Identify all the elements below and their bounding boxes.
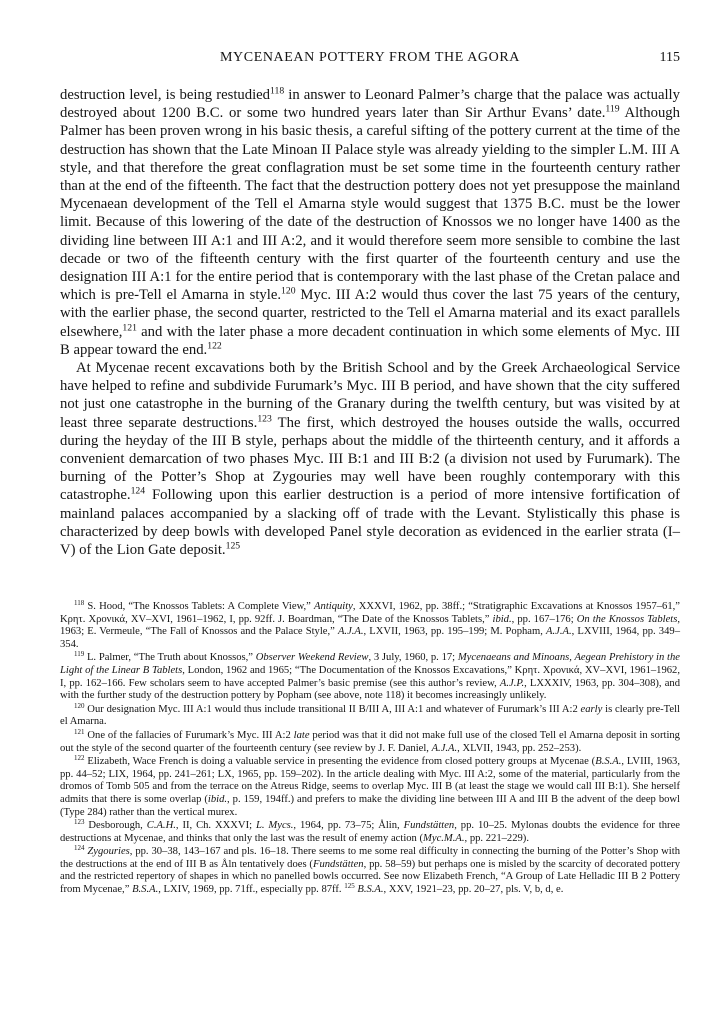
italic-text: B.S.A. — [132, 884, 159, 896]
text-run: , LXVII, 1963, pp. 195–199; M. Popham, — [363, 626, 547, 638]
text-run: Our designation Myc. III A:1 would thus include transitional II B/III A, III A:1 and whatever of Furumark’s III A:2 — [84, 703, 581, 715]
text-run: The first, which destroyed the houses outside the walls, occurred during the heyday of the III B style, perhaps about the middle of the thirteenth century, and it affords a convenient demarcation of two phases Myc. III B:1 and III B:2 (a division not used by Furumark). The burning of the Potter’s Shop at Zygouries may well have been roughly contemporary with this catastrophe. — [60, 414, 680, 504]
text-run: , 3 July, 1960, p. 17; — [368, 652, 458, 664]
text-run: and with the later phase a more decadent continuation in which some elements of Myc. III B appear toward the end. — [60, 323, 680, 358]
body-text — [60, 86, 680, 559]
italic-text: ibid. — [207, 793, 228, 805]
footnote — [60, 730, 680, 755]
note-reference: 118 — [270, 85, 285, 97]
italic-text: late — [293, 729, 310, 741]
text-run: destruction level, is being restudied — [60, 87, 271, 103]
footnote — [60, 601, 680, 651]
footnotes — [60, 601, 680, 898]
note-reference: 123 — [257, 413, 272, 425]
italic-text: A.J.A. — [431, 742, 458, 754]
text-run: , pp. 30–38, 143–167 and pls. 16–18. There seems to me some real difficulty in connecting the burning of the Potter’s Shop with the destructions at the end of III B as Åln tentatively does ( — [60, 846, 680, 870]
note-reference: 120 — [281, 285, 296, 297]
running-title: MYCENAEAN POTTERY FROM THE AGORA — [220, 50, 520, 65]
note-reference: 124 — [74, 844, 85, 853]
note-reference: 122 — [74, 754, 85, 763]
italic-text: A.J.A. — [337, 626, 364, 638]
italic-text: A.J.A. — [546, 626, 572, 638]
text-run: Myc. III A:2 would thus cover the last 75 years of the century, with the earlier phase, the second quarter, restricted to the Tell el Amarna material and its exact parallels elsewhere, — [60, 287, 680, 340]
text-run: One of the fallacies of Furumark’s Myc. III A:2 — [84, 729, 294, 741]
italic-text: Antiquity — [314, 601, 353, 612]
text-run: , LVIII, 1963, pp. 44–52; LIX, 1964, pp. 241–261; LX, 1965, pp. 159–202). In the article dealing with Myc. III A:2, some of the material, particularly from the dromos of Tomb 505 and from the terrace on the Atreus Ridge, seems to overlap Myc. III B (at least the stage we would call III B:1). She herself admits that there is some overlap ( — [60, 756, 680, 805]
text-run: , pp. 167–176; — [511, 613, 577, 625]
text-run: , London, 1962 and 1965; “The Documentation of the Knossos Excavations,” Κρητ. Χρονικά, XV–XVI, 1961–1962, I, pp. 162–166. Few scholars seem to have accepted Palmer’s basic premise (see this author’s review, — [60, 664, 681, 689]
text-run: , pp. 221–229). — [464, 832, 529, 844]
text-run: , LXVIII, 1964, pp. 349–354. — [60, 626, 680, 650]
text-run: Desborough, — [84, 820, 147, 832]
note-reference: 125 — [344, 882, 355, 891]
footnote — [60, 820, 680, 845]
text-run: , LXXXIV, 1963, pp. 304–308), and with the further study of the destruction pottery by Popham (see above, note 118) it becomes increasingly unlikely. — [60, 677, 681, 702]
italic-text: Myc.M.A. — [423, 832, 465, 844]
text-run: is clearly pre-Tell el Amarna. — [60, 703, 680, 728]
body-paragraph — [60, 86, 680, 359]
footnote — [60, 652, 680, 702]
running-header — [60, 50, 680, 72]
text-run: , II, Ch. XXXVI; — [175, 820, 256, 832]
italic-text: On the Knossos Tablets — [576, 613, 678, 625]
text-run: , XXXVI, 1962, pp. 38ff.; “Stratigraphic Excavations at Knossos 1957–61,” Κρητ. Χρονικά, XV–XVI, 1961–1962, I, pp. 92ff. J. Boardman, “The Date of the Knossos Tablets,” — [60, 601, 680, 625]
body-paragraph — [60, 359, 680, 559]
italic-text: Mycenaeans and Minoans, Aegean Prehistory in the Light of the Linear B Tablets — [60, 652, 680, 676]
italic-text: Zygouries — [87, 846, 130, 858]
italic-text: C.A.H. — [146, 820, 176, 832]
note-reference: 118 — [74, 599, 85, 608]
italic-text: Observer Weekend Review — [255, 652, 369, 664]
footnote — [60, 756, 680, 819]
footnote — [60, 701, 680, 729]
italic-text: L. Mycs. — [255, 820, 294, 832]
text-run: Elizabeth, Wace French is doing a valuable service in presenting the evidence from closed pottery groups at Mycenae ( — [84, 756, 596, 768]
note-reference: 121 — [122, 322, 137, 334]
text-run: Although Palmer has been proven wrong in his basic thesis, a careful sifting of the pottery current at the time of the destruction has shown that the Late Minoan II Palace style was already yielding to the simpler L.M. III A style, and that therefore the great conflagration must be set some time in the fourteenth century rather than at the end of the fifteenth. The fact that the destruction pottery does not yet presuppose the mainland Mycenaean development of the Tell el Amarna style would suggest that 1375 B.C. must be the lower limit. Because of this lowering of the date of the destruction of Knossos we no longer have 1400 as the dividing line between III A:1 and III A:2, and it would therefore seem more sensible to combine the last decade or two of the fifteenth century with the first quarter of the fourteenth century and use the designation III A:1 for the entire period that is contemporary with the last phase of the Cretan palace and which is pre-Tell el Amarna in style. — [60, 105, 680, 304]
italic-text: B.S.A. — [595, 756, 622, 768]
footnote — [60, 846, 680, 896]
text-run: , LXIV, 1969, pp. 71ff., especially pp. 87ff. — [158, 884, 345, 896]
italic-text: Fundstätten — [403, 820, 455, 832]
text-run: , pp. 58–59) but perhaps one is misled by the scarcity of decorated pottery and the restricted repertory of shapes in which no panelled bowls occurred. See now Elizabeth French, “A Group of Late Helladic III B 2 Pottery from Mycenae,” — [60, 858, 680, 896]
text-run: , XXV, 1921–23, pp. 20–27, pls. V, b, d, e. — [383, 884, 564, 896]
note-reference: 119 — [605, 103, 620, 115]
note-reference: 120 — [74, 701, 85, 710]
note-reference: 124 — [130, 486, 146, 498]
text-run: S. Hood, “The Knossos Tablets: A Complete View,” — [84, 601, 315, 612]
text-run: period was that it did not make full use of the closed Tell el Amarna deposit in sorting out the style of the second quarter of the fourteenth century (see review by J. F. Daniel, — [60, 729, 680, 754]
text-run: At Mycenae recent excavations both by the British School and by the Greek Archaeological Service have helped to refine and subdivide Furumark’s Myc. III B period, and have shown that the city suffered not just one catastrophe in the burning of the Granary during the twelfth century, but was visited by at least three separate destructions. — [60, 360, 680, 431]
text-run: Following upon this earlier destruction is a period of more intensive fortification of mainland palaces accompanied by a slacking off of trade with the Levant. Stylistically this phase is characterized by deep bowls with developed Panel style decoration as evidenced in the earlier strata (I–V) of the Lion Gate deposit. — [60, 487, 680, 559]
text-run: , p. 159, 194ff.) and prefers to make the dividing line between III A and III B the advent of the deep bowl (Type 284) rather than the vertical murex. — [60, 793, 681, 818]
italic-text: B.S.A. — [357, 884, 384, 896]
italic-text: early — [580, 703, 603, 715]
note-reference: 123 — [74, 818, 85, 827]
note-reference: 125 — [225, 540, 241, 552]
note-reference: 119 — [74, 650, 85, 659]
page-number: 115 — [659, 50, 680, 65]
text-run: , 1963; E. Vermeule, “The Fall of Knossos and the Palace Style,” — [60, 613, 681, 638]
text-run: L. Palmer, “The Truth about Knossos,” — [84, 652, 256, 664]
text-run: in answer to Leonard Palmer’s charge that the palace was actually destroyed about 1200 B.C. or some two hundred years later than Sir Arthur Evans’ date. — [60, 87, 680, 122]
text-run: , pp. 10–25. Mylonas doubts the evidence for three destructions at Mycenae, and thinks that only the last was the result of enemy action ( — [60, 820, 680, 844]
note-reference: 121 — [74, 728, 85, 737]
italic-text: Fundstätten — [312, 858, 364, 870]
note-reference: 122 — [207, 340, 222, 352]
italic-text: ibid. — [492, 613, 512, 625]
text-run: , XLVII, 1943, pp. 252–253). — [457, 742, 582, 754]
italic-text: A.J.P. — [499, 677, 525, 689]
text-run: , 1964, pp. 73–75; Ålin, — [293, 820, 404, 832]
